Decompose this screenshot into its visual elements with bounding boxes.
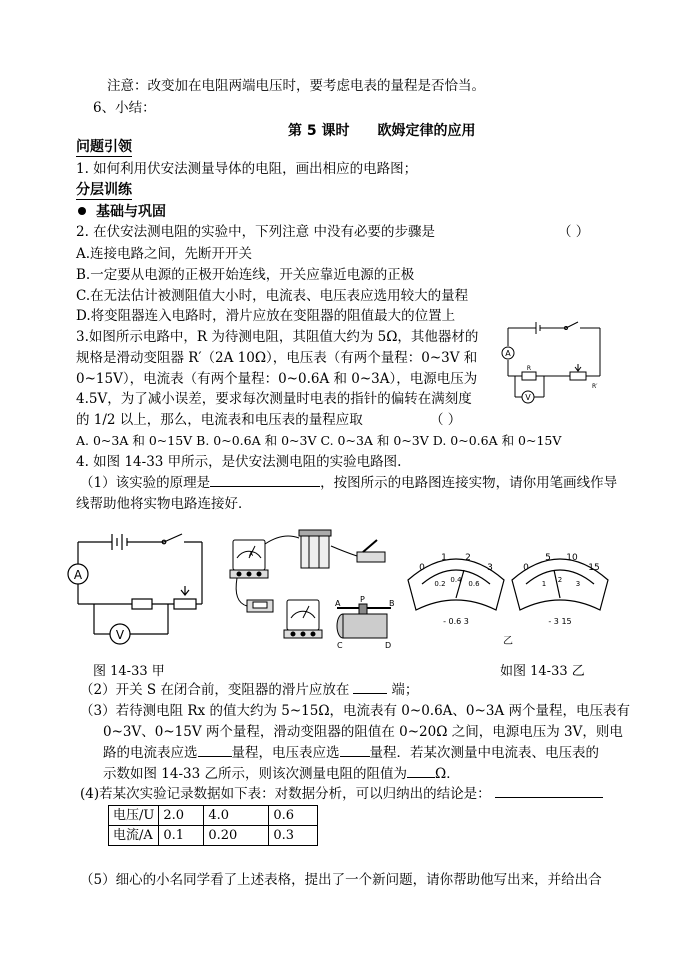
meter-v-terminals: - 3 15 [548, 617, 572, 626]
question-3-line-2: 规格是滑动变阻器 R′（2A 10Ω），电压表（有两个量程：0~3V 和 [76, 350, 478, 366]
meter-v-tick-6: 3 [575, 580, 581, 588]
meter-a-tick-4: 0.2 [434, 580, 446, 588]
question-3-line-3: 0~15V），电流表（有两个量程：0~0.6A 和 0~3A），电源电压为 [76, 371, 478, 387]
table-cell: 电压/U [109, 806, 159, 826]
question-4-part-2-a: （2）开关 S 在闭合前，变阻器的滑片应放在 [80, 682, 350, 698]
note-line: 注意：改变加在电阻两端电压时，要考虑电表的量程是否恰当。 [107, 78, 485, 94]
meter-a-tick-5: 0.4 [450, 576, 462, 584]
question-1: 1. 如何利用伏安法测量导体的电阻，画出相应的电路图； [76, 161, 418, 177]
data-table [108, 805, 318, 846]
question-4-part-3-line-4 [103, 765, 460, 783]
question-3-circuit-diagram [500, 318, 610, 410]
meter-a-tick-0: 0 [419, 563, 425, 573]
table-row [109, 826, 318, 846]
answer-blank[interactable] [198, 744, 232, 757]
question-4-part-1-a: （1）该实验的原理是 [80, 475, 211, 491]
caption-figure-jia: 图 14-33 甲 [93, 664, 165, 679]
meter-a-tick-3: 3 [487, 563, 493, 573]
rheostat-terminal-a: A [335, 599, 341, 608]
voltmeter-label: V [115, 628, 125, 642]
question-3-line-1: 3.如图所示电路中，R 为待测电阻，其阻值大约为 5Ω，其他器材的 [76, 329, 479, 345]
question-4-part-3-line-1: （3）若待测电阻 Rx 的值大约为 5~15Ω，电流表有 0~0.6A、0~3A 两个量程，电压表有 [80, 703, 630, 719]
table-cell: 2.0 [159, 806, 204, 826]
question-2-answer-blank: （ ） [558, 224, 590, 240]
question-3-options: A. 0~3A 和 0~15V B. 0~0.6A 和 0~3V C. 0~3A 和 0~3V D. 0~0.6A 和 0~15V [76, 433, 562, 448]
meter-a-tick-6: 0.6 [468, 580, 480, 588]
section-heading-3 [76, 203, 166, 221]
question-3-line-5: 的 1/2 以上，那么，电流表和电压表的量程应取 [76, 412, 363, 428]
question-2-option-a: A.连接电路之间，先断开开关 [76, 246, 253, 262]
table-cell: 0.1 [159, 826, 204, 846]
question-4: 4. 如图 14-33 甲所示，是伏安法测电阻的实验电路图. [76, 454, 402, 470]
ammeter-label: A [73, 568, 83, 582]
question-2-option-d: D.将变阻器连入电路时，滑片应放在变阻器的阻值最大的位置上 [76, 308, 456, 324]
ammeter-label: A [248, 551, 254, 558]
ammeter-label: A [505, 349, 511, 358]
question-4-part-3-d2: Ω． [435, 766, 460, 782]
question-3-line-4: 4.5V，为了减小误差，要求每次测量时电表的指针的偏转在满刻度 [76, 391, 472, 407]
question-4-part-3-d1: 示数如图 14-33 乙所示，则该次测量电阻的阻值为 [103, 766, 407, 782]
question-4-part-4-text: (4)若某次实验记录数据如下表：对数据分析，可以归纳出的结论是： [80, 786, 491, 802]
rheostat-label: R′ [592, 383, 598, 390]
resistor-label: R [526, 365, 532, 372]
question-4-part-3-c2: 量程，电压表应选 [231, 745, 340, 761]
rheostat-terminal-d: D [385, 641, 392, 650]
table-cell: 电流/A [109, 826, 159, 846]
question-4-part-3-line-2: 0~3V、0~15V 两个量程，滑动变阻器的阻值在 0~20Ω 之间，电源电压为 3V，则电 [103, 724, 623, 740]
table-row [109, 806, 318, 826]
caption-figure-yi: 如图 14-33 乙 [500, 664, 585, 679]
section-heading-3-label: 基础与巩固 [96, 204, 166, 220]
question-4-part-1-b: ，按图所示的电路图连接实物，请你用笔画线作导 [320, 475, 618, 491]
answer-blank[interactable] [210, 474, 320, 487]
meter-v-tick-0: 0 [523, 563, 529, 573]
meter-a-tick-2: 2 [465, 553, 471, 563]
question-4-part-4 [80, 785, 603, 803]
voltmeter-label: V [525, 393, 531, 402]
question-4-part-1-cont: 线帮助他将实物电路连接好． [76, 496, 252, 512]
meter-v-tick-4: 1 [541, 580, 547, 588]
lesson-name: 欧姆定律的应用 [377, 123, 476, 139]
figure-14-33-jia-circuit [64, 528, 214, 648]
rheostat-terminal-b: B [389, 599, 395, 608]
question-4-part-3-c1: 路的电流表应选 [103, 745, 198, 761]
answer-blank[interactable] [353, 681, 387, 694]
question-4-part-5: （5）细心的小名同学看了上述表格，提出了一个新问题，请你帮助他写出来，并给出合 [80, 872, 602, 888]
bullet-icon [78, 207, 86, 215]
summary-line: 6、小结： [93, 100, 156, 116]
answer-blank[interactable] [495, 785, 603, 798]
answer-blank[interactable] [407, 765, 435, 778]
section-heading-2: 分层训练 [76, 182, 132, 198]
question-3-answer-blank: （ ） [430, 412, 462, 428]
rheostat-slider-p: P [360, 595, 365, 604]
table-cell: 4.0 [204, 806, 269, 826]
question-2: 2. 在伏安法测电阻的实验中，下列注意 中没有必要的步骤是 [76, 224, 435, 240]
table-cell: 0.6 [269, 806, 318, 826]
question-4-part-3-line-3 [103, 744, 599, 762]
apparatus-drawing [225, 522, 400, 657]
table-cell: 0.3 [269, 826, 318, 846]
meter-a-tick-1: 1 [441, 553, 447, 563]
answer-blank[interactable] [340, 744, 370, 757]
question-4-part-2 [80, 681, 418, 699]
question-2-option-c: C.在无法估计被测阻值大小时，电流表、电压表应选用较大的量程 [76, 288, 469, 304]
question-4-part-2-b: 端； [391, 682, 419, 698]
figure-14-33-yi-meters [404, 540, 614, 660]
meter-v-tick-2: 10 [566, 553, 578, 563]
meter-v-tick-1: 5 [545, 553, 551, 563]
table-cell: 0.20 [204, 826, 269, 846]
lesson-title [288, 120, 476, 140]
rheostat-terminal-c: C [337, 641, 343, 650]
lesson-number: 第 5 课时 [288, 123, 350, 139]
figure-yi-label: 乙 [503, 636, 513, 647]
question-4-part-3-c3: 量程．若某次测量中电流表、电压表的 [369, 745, 599, 761]
question-2-option-b: B.一定要从电源的正极开始连线，开关应靠近电源的正极 [76, 267, 415, 283]
meter-a-terminals: - 0.6 3 [443, 617, 469, 626]
meter-v-tick-5: 2 [557, 576, 563, 584]
meter-v-tick-3: 15 [588, 563, 600, 573]
question-4-part-1 [80, 474, 617, 492]
section-heading-1: 问题引领 [76, 139, 132, 155]
